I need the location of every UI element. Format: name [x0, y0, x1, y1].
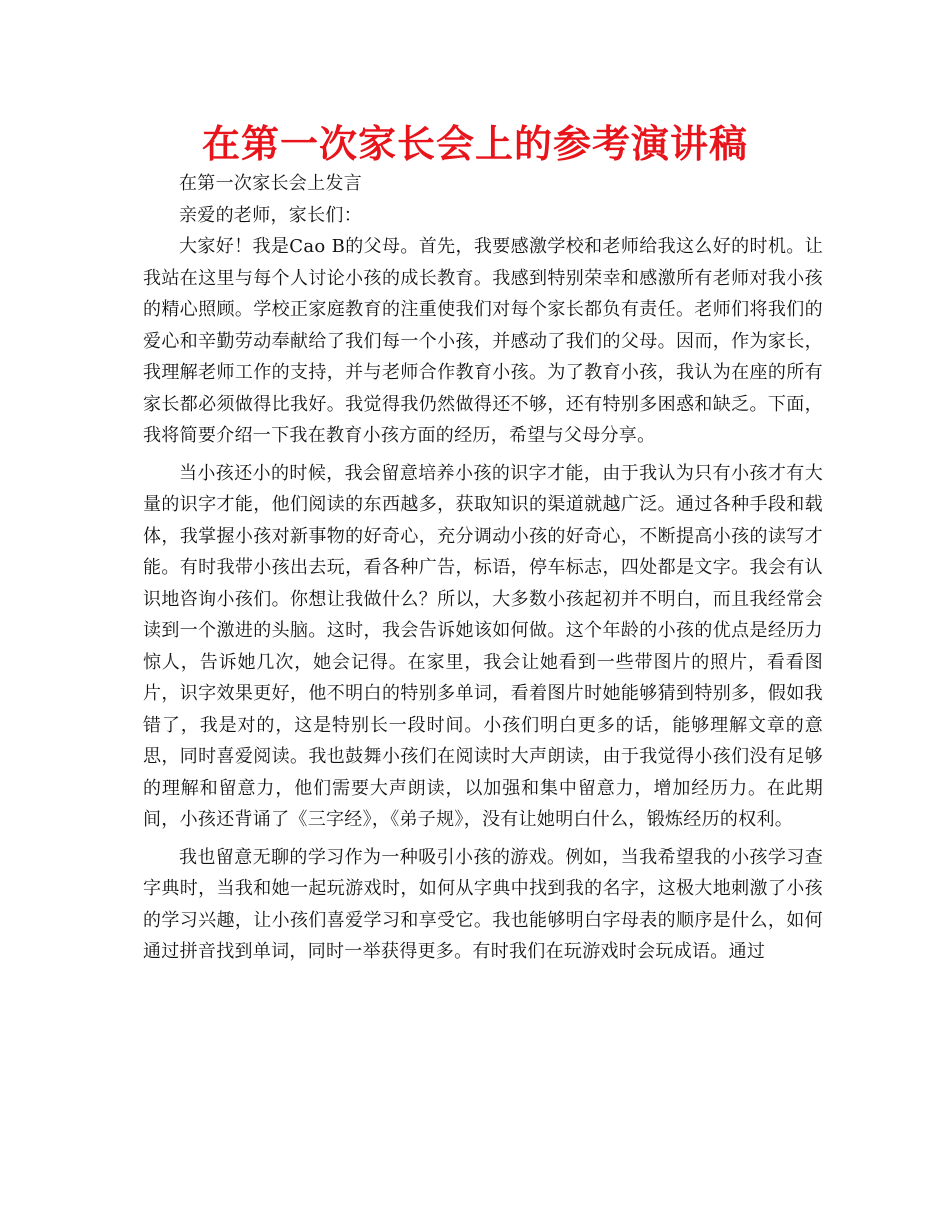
document-body	[143, 168, 823, 968]
paragraph-greeting-heading: 在第一次家长会上发言	[179, 173, 362, 194]
paragraph-learning-games: 我也留意无聊的学习作为一种吸引小孩的游戏。例如，当我希望我的小孩学习查字典时，当我和她一起玩游戏时，如何从字典中找到我的名字，这极大地刺激了小孩的学习兴趣，让小孩们喜爱学习和享受它。我也能够明白字母表的顺序是什么，如何通过拼音找到单词，同时一举获得更多。有时我们在玩游戏时会玩成语。通过	[143, 846, 823, 962]
paragraph-salutation: 亲爱的老师，家长们：	[179, 204, 362, 226]
document-title: 在第一次家长会上的参考演讲稿	[201, 122, 748, 166]
paragraph-introduction: 大家好！我是Cao B的父母。首先，我要感激学校和老师给我这么好的时机。让我站在这里与每个人讨论小孩的成长教育。我感到特别荣幸和感激所有老师对我小孩的精心照顾。学校正家庭教育的注重使我们对每个家长都负有责任。老师们将我们的爱心和辛勤劳动奉献给了我们每一个小孩，并感动了我们的父母。因而，作为家长，我理解老师工作的支持，并与老师合作教育小孩。为了教育小孩，我认为在座的所有家长都必须做得比我好。我觉得我仍然做得还不够，还有特别多困惑和缺乏。下面，我将简要介绍一下我在教育小孩方面的经历，希望与父母分享。	[143, 236, 823, 446]
paragraph-literacy: 当小孩还小的时候，我会留意培养小孩的识字才能，由于我认为只有小孩才有大量的识字才能，他们阅读的东西越多，获取知识的渠道就越广泛。通过各种手段和载体，我掌握小孩对新事物的好奇心，充分调动小孩的好奇心，不断提高小孩的读写才能。有时我带小孩出去玩，看各种广告，标语，停车标志，四处都是文字。我会有认识地咨询小孩们。你想让我做什么？所以，大多数小孩起初并不明白，而且我经常会读到一个激进的头脑。这时，我会告诉她该如何做。这个年龄的小孩的优点是经历力惊人，告诉她几次，她会记得。在家里，我会让她看到一些带图片的照片，看看图片，识字效果更好，他不明白的特别多单词，看着图片时她能够猜到特别多，假如我错了，我是对的，这是特别长一段时间。小孩们明白更多的话，能够理解文章的意思，同时喜爱阅读。我也鼓舞小孩们在阅读时大声朗读，由于我觉得小孩们没有足够的理解和留意力，他们需要大声朗读，以加强和集中留意力，增加经历力。在此期间，小孩还背诵了《三字经》，《弟子规》，没有让她明白什么，锻炼经历的权利。	[143, 462, 823, 830]
